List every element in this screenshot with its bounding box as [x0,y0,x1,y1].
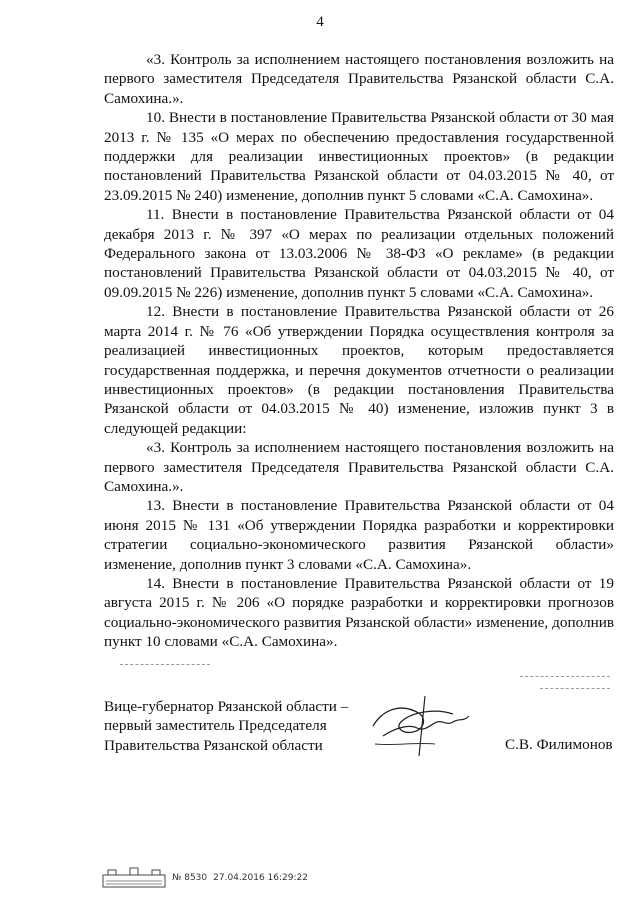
paragraph-item-13: 13. Внести в постановление Правительства Рязанской области от 04 июня 2015 № 131 «Об утверждении Порядка разработки и корректировки стратегии социально-экономического развития Рязанской области» изменение, дополнив пункт 3 словами «С.А. Самохина». [104,497,614,573]
paragraph-item-11: 11. Внести в постановление Правительства Рязанской области от 04 декабря 2013 г. № 397 «О мерах по реализации отдельных положений Федерального закона от 13.03.2006 № 38-ФЗ «О рекламе» (в редакции постановлений Правительства Рязанской области от 04.03.2015 № 40, от 09.09.2015 № 226) изменение, дополнив пункт 5 словами «С.А. Самохина». [104,206,614,301]
page-number: 4 [316,14,324,30]
paragraph-quote-new-item-3: «3. Контроль за исполнением настоящего постановления возложить на первого заместителя Председателя Правительства Рязанской области С.А. Самохина.». [104,439,614,495]
registry-stamp-logo-icon [102,867,166,889]
position-line-1: Вице-губернатор Рязанской области – [104,698,349,715]
paragraph-quote-item-3: «3. Контроль за исполнением настоящего постановления возложить на первого заместителя Председателя Правительства Рязанской области С.А. Самохина.». [104,51,614,107]
document-body [104,50,614,652]
registration-footer [102,867,308,889]
paragraph-item-12: 12. Внести в постановление Правительства Рязанской области от 26 марта 2014 г. № 76 «Об утверждении Порядка осуществления контроля за реализацией инвестиционных проектов, которым предоставляется государственная поддержка, и перечня документов отчетности о реализации инвестиционных проектов» (в редакции постановления Правительства Рязанской области от 04.03.2015 № 40) изменение, изложив пункт 3 в следующей редакции: [104,303,614,437]
signer-name: С.В. Филимонов [505,736,613,753]
registration-timestamp: 27.04.2016 16:29:22 [213,873,308,883]
registration-number: № 8530 [172,873,208,883]
scan-artifact-right [520,676,610,678]
position-line-3: Правительства Рязанской области [104,736,323,754]
handwritten-signature [365,686,485,761]
paragraph-item-14: 14. Внести в постановление Правительства Рязанской области от 19 августа 2015 г. № 206 «О порядке разработки и корректировки прогнозов социально-экономического развития Рязанской области» изменение, дополнив пункт 10 словами «С.А. Самохина». [104,574,614,651]
scan-artifact-left [120,664,210,666]
paragraph-item-10: 10. Внести в постановление Правительства Рязанской области от 30 мая 2013 г. № 135 «О мерах по обеспечению предоставления государственной поддержки для реализации инвестиционных проектов» (в редакции постановлений Правительства Рязанской области от 04.03.2015 № 40, от 23.09.2015 № 240) изменение, дополнив пункт 5 словами «С.А. Самохина». [104,109,614,204]
position-line-2: первый заместитель Председателя [104,717,327,735]
signature-block [104,697,348,755]
scan-artifact-right-2 [540,688,610,690]
